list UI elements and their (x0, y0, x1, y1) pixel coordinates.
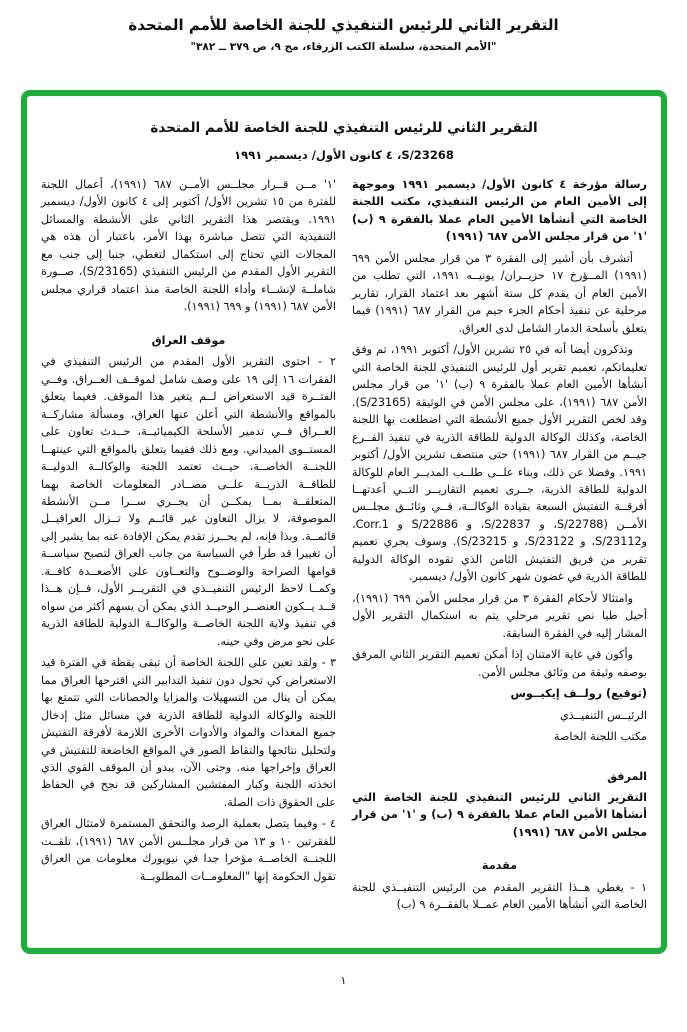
paragraph: ٢ - احتوى التقرير الأول المقدم من الرئيس التنفيذي في الفقرات ١٦ إلى ١٩ على وصف شامل لموقــف العــراق. وفــي الفتــرة قيد الاستعراض لــم يتغير هذا الموقف. فغيما يتعلق بالمواقع والأنشطة التي أعلن عنها العراق، ومسألة مشاركــة العــراق فــي تدمير الأسلحة الكيميائيــة، حــدث تعاون على المستــوى الميداني. ومع ذلك ففيما يتعلق بالمواقع التي عينتهــا اللجنــة الخاصــة، حيــث تعتمد اللجنة والوكالــة الدوليــة للطاقــة الذريــة علــى مصــادر المعلومات الخاصة بهما المتعلقــة بمــا يمكــن أن يجــري ســرا مــن الأنشطة الموصوفة، لا يزال التعاون غير قائــم ولا تــزال العراقيــل قائمــة. وبذا فإنه، لم يحــرز تقدم يمكن الإفادة عنه بما يشير إلى أن تغييرا قد طرأ في السياسة من جانب العراق لتصبح سياســة قوامها الصراحة والوضــوح والتعــاون على الأصعــدة كافــة. وكمــا لاحظ الرئيس التنفيــذي في التقريــر الأول، فــإن هــذا قــد يــكون العنصــر الوحيــد الذي يمكن أن يسهم أكثر من سواه في تنفيذ ولاية اللجنة الخاصــة والوكالــة الدولية للطاقة الذرية على نحو مرض وفي حينه. (41, 355, 336, 648)
annex-title-text: التقرير الثاني للرئيس التنفيذي للجنة الخاصة التي أنشأها الأمين العام عملا بالفقرة ٩ (ب) و '١' من قرار مجلس الأمن ٦٨٧ (١٩٩١) (352, 791, 647, 839)
signature-title: الرئيــس التنفيــذي (559, 708, 647, 722)
document-reference: S/23268، ٤ كانون الأول/ ديسمبر ١٩٩١ (234, 148, 454, 162)
signature-name: (توقيع) رولــف إيكيــوس (510, 687, 647, 701)
paragraph: ٤ - وفيما يتصل بعملية الرصد والتحقق المستمرة لامتثال العراق للفقرتين ١٠ و ١٣ من قرار مجلــس الأمن ٦٨٧ (١٩٩١)، تلقــت اللجنــة الخاصــة مؤخرا جدا في نيويورك معلومات من العراق تقول الحكومة إنها "المعلومــات المطلوبــة (41, 817, 337, 883)
two-column-body (41, 176, 647, 918)
page-subtitle: "الأمم المتحدة، سلسلة الكتب الزرقاء، مج ٩، ص ٣٧٩ ــ ٣٨٢" (190, 41, 497, 53)
paragraph: أتشرف بأن أشير إلى الفقرة ٣ من قرار مجلس الأمن ٦٩٩ (١٩٩١) المــؤرخ ١٧ حزيــران/ يونيــه ١٩٩١، التي تطلب من الأمين العام أن يقدم كل ستة أشهر بعد اعتماد القرار، تقارير مرحلية عن تنفيذ أحكام الجزء جيم من القرار ٦٨٧ (١٩٩١) فيما يتعلق بأسلحة الدمار الشامل لدى العراق. (352, 251, 647, 335)
document-title: التقرير الثاني للرئيس التنفيذي للجنة الخاصة للأمم المتحدة (150, 120, 538, 136)
page-title: التقرير الثاني للرئيس التنفيذي للجنة الخاصة للأمم المتحدة (128, 16, 559, 34)
column-left (41, 176, 336, 918)
annex-heading: المرفق (607, 769, 647, 783)
signature-office: مكتب اللجنة الخاصة (553, 730, 647, 744)
paragraph: وتذكرون أيضا أنه في ٢٥ تشرين الأول/ أكتوبر ١٩٩١، تم وفق تعليماتكم، تعميم تقرير أول للرئيس التنفيذي للجنة الخاصة التي أنشأها الأمين العام عملا بالفقرة ٩ (ب) '١' من قرار مجلس الأمن ٦٨٧ (١٩٩١)، على مجلس الأمن في الوثيقة (S/23165). وقد لخص التقرير الأول جميع الأنشطة التي اضطلعت بها اللجنة الخاصة، وكذلك الوكالة الدولية للطاقة الذرية في تنفيذ الفــرع جيــم من القرار ٦٨٧ (١٩٩١) حتى منتصف تشرين الأول/ أكتوبر ١٩٩١. وفضلا عن ذلك، وبناء علــى طلــب المديــر العام للوكالة الدولية للطاقة الذرية، جــرى تعميم التقاريــر التــي أعدتهــا أفرقــة التفتيش السبعة بقيادة الوكالــة، فــي وثائــق مجلــس الأمــن (S/22788، و S/22837، و S/22886 و Corr.1، وS/23112، و S/23122، و S/23215). وسوف يجري تعميم تقرير من فريق التفتيش الثامن الذي تقوده الوكالة الدولية للطاقة الذرية في غضون شهر كانون الأول/ ديسمبر. (352, 343, 647, 584)
iraq-position-heading: موقف العراق (151, 333, 226, 347)
paragraph: وأكون في غاية الامتنان إذا أمكن تعميم التقرير الثاني المرفق بوصفه وثيقة من وثائق مجلس الأمن. (352, 648, 647, 679)
paragraph: '١' مــن قــرار مجلــس الأمــن ٦٨٧ (١٩٩١)، أعمال اللجنة للفترة من ١٥ تشرين الأول/ أكتوبر إلى ٤ كانون الأول/ ديسمبر ١٩٩١. ويقتصر هذا التقرير الثاني على الأنشطة والمسائل التنفيذية التي تتصل مباشرة بهذا الأمر، باعتبار أن هذه هي المجالات التي تحتاج إلى استكمال لتغطي، جنبا إلى جنب مع التقرير الأول المقدم من الرئيس التنفيذي (S/23165)، صــورة شاملــة لإنشــاء وأداء اللجنة الخاصة منذ اعتماد قراري مجلس الأمن ٦٨٧ (١٩٩١) و ٦٩٩ (١٩٩١). (41, 178, 337, 314)
paragraph: ١ - يغطي هــذا التقرير المقدم من الرئيس التنفيــذي للجنة الخاصة التي أنشأها الأمين العام عمــلا بالفقــرة ٩ (ب) (352, 880, 647, 912)
page-number: ١ (340, 974, 347, 987)
paragraph: ٣ - ولقد تعين على اللجنة الخاصة أن تبقى يقظة في الفترة قيد الاستعراض كي تحول دون تنفيذ التدابير التي اقترحها العراق مما يمكن أن ينال من التسهيلات والمزايا والحصانات التي تتمتع بها اللجنة والوكالة الدولية للطاقة الذرية في مسائل مثل إدخال جميع المعدات والمواد والأدوات الأخرى اللازمة لأفرقة التفتيش ولتحليل نتائجها والتقاط الصور في المواقع الخاضعة للتفتيش في العراق وإخراجها منه. وحتى الآن، يبدو أن الموقف القوي الذي اتخذته اللجنة وكبار المفتشين المشاركين قد نجح في الحفاظ على الحقوق ذات الصلة. (41, 656, 336, 809)
paragraph: وامتثالا لأحكام الفقرة ٣ من قرار مجلس الأمن ٦٩٩ (١٩٩١)، أحيل طيا نص تقرير مرحلي يتم به استكمال التقرير الأول المشار إليه في الفقرة السابقة. (352, 591, 647, 640)
letter-subject: رسالة مؤرخة ٤ كانون الأول/ ديسمبر ١٩٩١ وموجهة إلى الأمين العام من الرئيس التنفيذي، مكتب اللجنة الخاصة التي أنشأها الأمين العام عملا بالفقرة ٩ (ب) '١' من قرار مجلس الأمن ٦٨٧ (١٩٩١) (352, 178, 647, 244)
document-frame (21, 90, 667, 954)
introduction-heading: مقدمة (481, 859, 518, 873)
column-right (352, 176, 647, 918)
page-header (0, 16, 687, 53)
